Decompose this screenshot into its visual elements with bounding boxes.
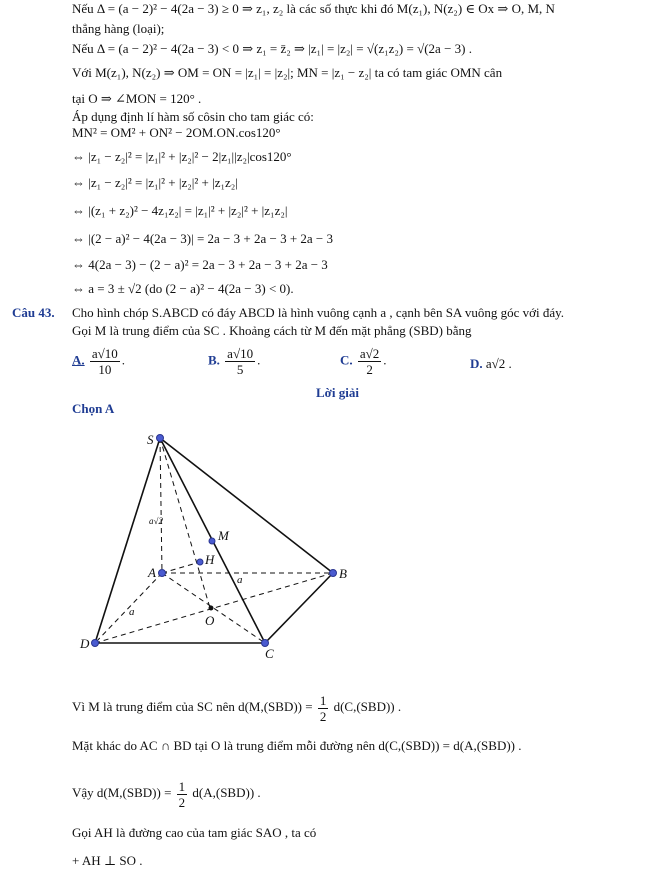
option-a-denominator: 10	[98, 362, 112, 377]
point-d	[92, 640, 99, 647]
solution-prev-line-9: ⇔ |z₁ − z₂|² = |z₁|² + |z₂|² + |z₁z₂|	[72, 175, 238, 190]
solution-line-5: + AH ⊥ SO .	[72, 853, 143, 868]
point-s	[157, 435, 164, 442]
question-text-1: Cho hình chóp S.ABCD có đáy ABCD là hình vuông cạnh a , cạnh bên SA vuông góc với đáy.	[72, 305, 565, 320]
half-fraction-2-den: 2	[178, 794, 186, 810]
label-o: O	[205, 613, 215, 628]
label-side-ad: a	[129, 606, 135, 618]
solution-line-2: Mặt khác do AC ∩ BD tại O là trung điểm mỗi đường nên d(C,(SBD)) = d(A,(SBD)) .	[72, 738, 522, 753]
option-d-value: a√2 .	[485, 356, 512, 371]
solution-prev-line-6: Áp dụng định lí hàm số côsin cho tam giác có:	[72, 109, 314, 124]
solution-choice: Chọn A	[72, 401, 115, 416]
option-a: A. $\frac{a√10}{10}$ .	[72, 346, 126, 377]
solution-line-1-end: d(C,(SBD)) .	[333, 699, 402, 714]
solution-prev-line-10: ⇔ |(z₁ + z₂)² − 4z₁z₂| = |z₁|² + |z₂|² + |z₁z₂|	[72, 203, 288, 218]
option-b-numerator: a√10	[227, 346, 254, 361]
solution-line-3	[72, 778, 261, 810]
label-h: H	[205, 552, 215, 567]
edge-cb	[265, 573, 333, 643]
option-c-label: C.	[340, 352, 353, 368]
question-number: Câu 43.	[12, 305, 55, 320]
option-b: B. $\frac{a√10}{5}$ .	[208, 346, 261, 377]
solution-prev-line-13: ⇔ a = 3 ± √2 (do (2 − a)² − 4(2a − 3) < 0).	[72, 281, 294, 296]
option-c-denominator: 2	[366, 362, 373, 377]
option-c-numerator: a√2	[359, 346, 380, 361]
half-fraction-1-den: 2	[319, 708, 327, 724]
solution-heading: Lời giải	[316, 385, 359, 400]
half-fraction-1	[318, 693, 329, 724]
half-fraction-2	[177, 779, 188, 810]
edge-sb	[160, 438, 333, 573]
option-c: C. $\frac{a√2}{2}$ .	[340, 346, 387, 377]
option-a-numerator: a√10	[91, 346, 118, 361]
solution-line-4: Gọi AH là đường cao của tam giác SAO , ta có	[72, 825, 317, 840]
label-d: D	[80, 636, 90, 651]
point-h	[197, 559, 203, 565]
label-c: C	[265, 646, 274, 661]
half-fraction-2-num: 1	[178, 778, 186, 794]
solution-line-3-end: d(A,(SBD)) .	[192, 785, 261, 800]
point-m	[209, 538, 215, 544]
option-d-label: D.	[470, 356, 483, 371]
label-side-ab: a	[237, 574, 243, 586]
solution-line-1	[72, 692, 401, 724]
point-b	[330, 570, 337, 577]
solution-line-3-start: Vậy d(M,(SBD)) =	[72, 785, 172, 800]
solution-line-1-start: Vì M là trung điểm của SC nên d(M,(SBD)) =	[72, 699, 313, 714]
point-o	[209, 606, 214, 611]
solution-prev-line-8: ⇔ |z₁ − z₂|² = |z₁|² + |z₂|² − 2|z₁||z₂|cos120°	[72, 149, 292, 164]
segment-ah	[162, 562, 200, 573]
segment-so	[160, 438, 210, 608]
option-a-label: A.	[72, 352, 85, 368]
solution-prev-line-2: thẳng hàng (loại);	[72, 21, 165, 36]
edge-sd	[95, 438, 160, 643]
label-a: A	[148, 565, 156, 580]
option-b-denominator: 5	[236, 362, 244, 377]
solution-prev-line-3: Nếu Δ = (a − 2)² − 4(2a − 3) < 0 ⇒ z₁ = z̄₂ ⇒ |z₁| = |z₂| = √(z₁z₂) = √(2a − 3) .	[72, 41, 472, 56]
solution-prev-line-11: ⇔ |(2 − a)² − 4(2a − 3)| = 2a − 3 + 2a − 3 + 2a − 3	[72, 231, 334, 246]
label-s: S	[147, 432, 154, 447]
half-fraction-1-num: 1	[319, 692, 327, 708]
label-b: B	[339, 566, 347, 581]
edge-sa	[160, 438, 162, 573]
option-b-label: B.	[208, 352, 220, 368]
point-a	[159, 570, 166, 577]
solution-prev-line-4: Với M(z₁), N(z₂) ⇒ OM = ON = |z₁| = |z₂|; MN = |z₁ − z₂| ta có tam giác OMN cân	[72, 65, 503, 80]
question-text-2: Gọi M là trung điểm của SC . Khoảng cách từ M đến mặt phẳng (SBD) bằng	[72, 323, 472, 338]
solution-prev-line-5: tại O ⇒ ∠MON = 120° .	[72, 91, 202, 106]
solution-prev-line-7: MN² = OM² + ON² − 2OM.ON.cos120°	[72, 125, 281, 140]
label-m: M	[218, 528, 229, 543]
label-height-sa: a√2	[149, 516, 163, 526]
solution-prev-line-12: ⇔ 4(2a − 3) − (2 − a)² = 2a − 3 + 2a − 3 + 2a − 3	[72, 257, 328, 272]
solution-prev-line-1: Nếu Δ = (a − 2)² − 4(2a − 3) ≥ 0 ⇒ z₁, z₂ là các số thực khi đó M(z₁), N(z₂) ∈ Ox ⇒ O, M, N	[72, 1, 555, 16]
